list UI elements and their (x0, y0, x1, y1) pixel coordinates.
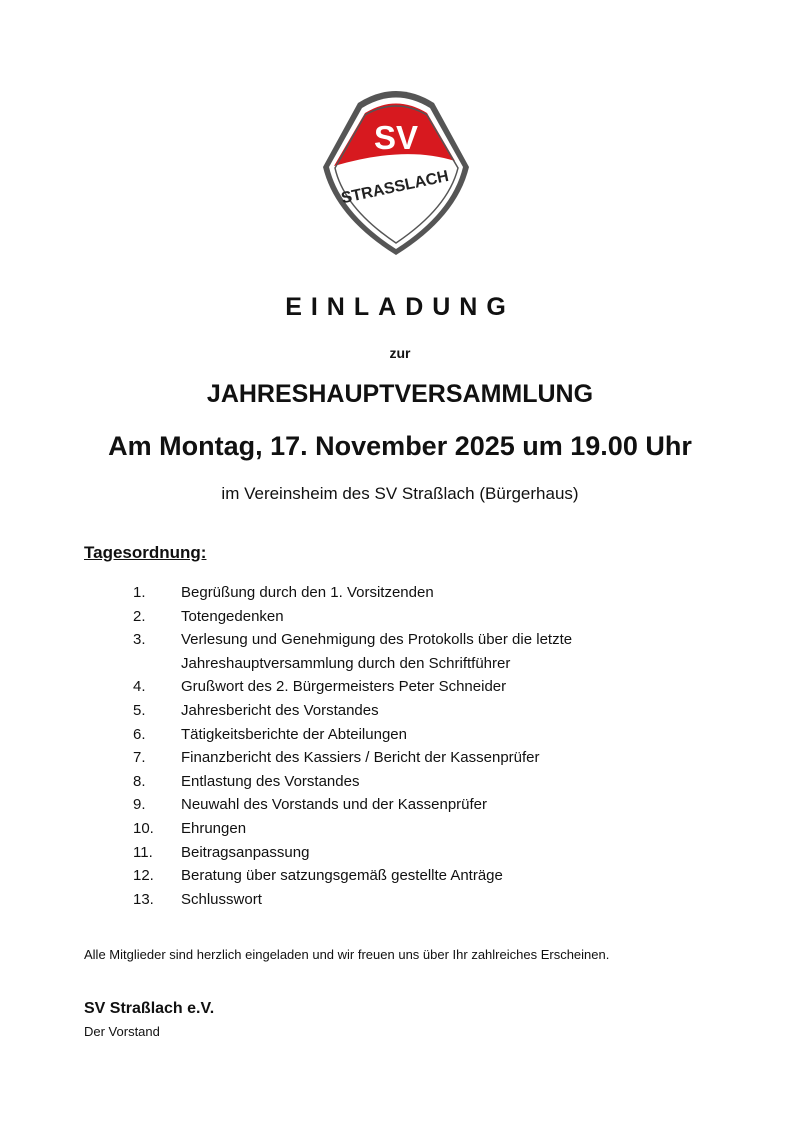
agenda-item-text: Beitragsanpassung (181, 843, 310, 861)
agenda-item (0, 675, 800, 699)
agenda-item-number: 8. (133, 772, 146, 790)
signature-organization: SV Straßlach e.V. (84, 1000, 215, 1017)
logo-text-sv: SV (373, 119, 419, 156)
agenda-item-number: 11. (133, 843, 153, 861)
agenda-item-number: 9. (133, 796, 146, 814)
agenda-item-text: Ehrungen (181, 819, 247, 837)
agenda-item (0, 628, 800, 675)
closing-note: Alle Mitglieder sind herzlich eingeladen und wir freuen uns über Ihr zahlreiches Erscheinen. (84, 947, 610, 962)
agenda-item-text: Schlusswort (181, 890, 262, 908)
logo-text-strasslach: STRASSLACH (339, 167, 451, 208)
agenda-item-number: 10. (133, 819, 154, 837)
agenda-item-text: Finanzbericht des Kassiers / Bericht der Kassenprüfer (181, 749, 540, 767)
meeting-date: Am Montag, 17. November 2025 um 19.00 Uhr (108, 431, 692, 461)
sv-strasslach-logo (313, 85, 479, 258)
invitation-title: EINLADUNG (285, 293, 515, 321)
agenda-item-number: 12. (133, 867, 154, 885)
agenda-item-text: Begrüßung durch den 1. Vorsitzenden (181, 584, 434, 601)
meeting-venue: im Vereinsheim des SV Straßlach (Bürgerhaus) (221, 484, 579, 503)
agenda-item-text: Entlastung des Vorstandes (181, 772, 360, 790)
agenda-item-number: 4. (133, 678, 146, 696)
agenda-item-text: Jahresbericht des Vorstandes (181, 701, 379, 719)
agenda-item (0, 605, 800, 629)
agenda-item-text: Beratung über satzungsgemäß gestellte Anträge (181, 867, 503, 885)
meeting-title: JAHRESHAUPTVERSAMMLUNG (206, 380, 594, 408)
agenda-item-number: 3. (133, 631, 146, 649)
agenda-item (0, 723, 800, 747)
agenda-item (0, 770, 800, 794)
agenda-heading: Tagesordnung: (84, 543, 207, 562)
signature-role: Der Vorstand (84, 1024, 160, 1039)
agenda-item-text: Verlesung und Genehmigung des Protokolls über die letzte Jahreshauptversammlung durch den Schriftführer (181, 631, 573, 672)
agenda-item-number: 2. (133, 607, 146, 625)
agenda-item (0, 888, 800, 912)
agenda-item-text: Grußwort des 2. Bürgermeisters Peter Schneider (181, 678, 507, 696)
agenda-item (0, 581, 800, 605)
agenda-item-number: 5. (133, 701, 146, 719)
agenda-item (0, 841, 800, 865)
agenda-item-number: 7. (133, 749, 146, 767)
agenda-item-text: Totengedenken (181, 607, 284, 625)
agenda-item (0, 864, 800, 888)
agenda-item-number: 1. (133, 584, 146, 601)
agenda-list (0, 581, 800, 911)
agenda-item-text: Tätigkeitsberichte der Abteilungen (181, 725, 407, 743)
agenda-item (0, 746, 800, 770)
agenda-item (0, 793, 800, 817)
agenda-item-number: 6. (133, 725, 146, 743)
agenda-item-text: Neuwahl des Vorstands und der Kassenprüfer (181, 796, 488, 814)
agenda-item (0, 817, 800, 841)
invitation-subtitle: zur (389, 345, 411, 361)
agenda-item (0, 699, 800, 723)
agenda-item-number: 13. (133, 890, 154, 908)
